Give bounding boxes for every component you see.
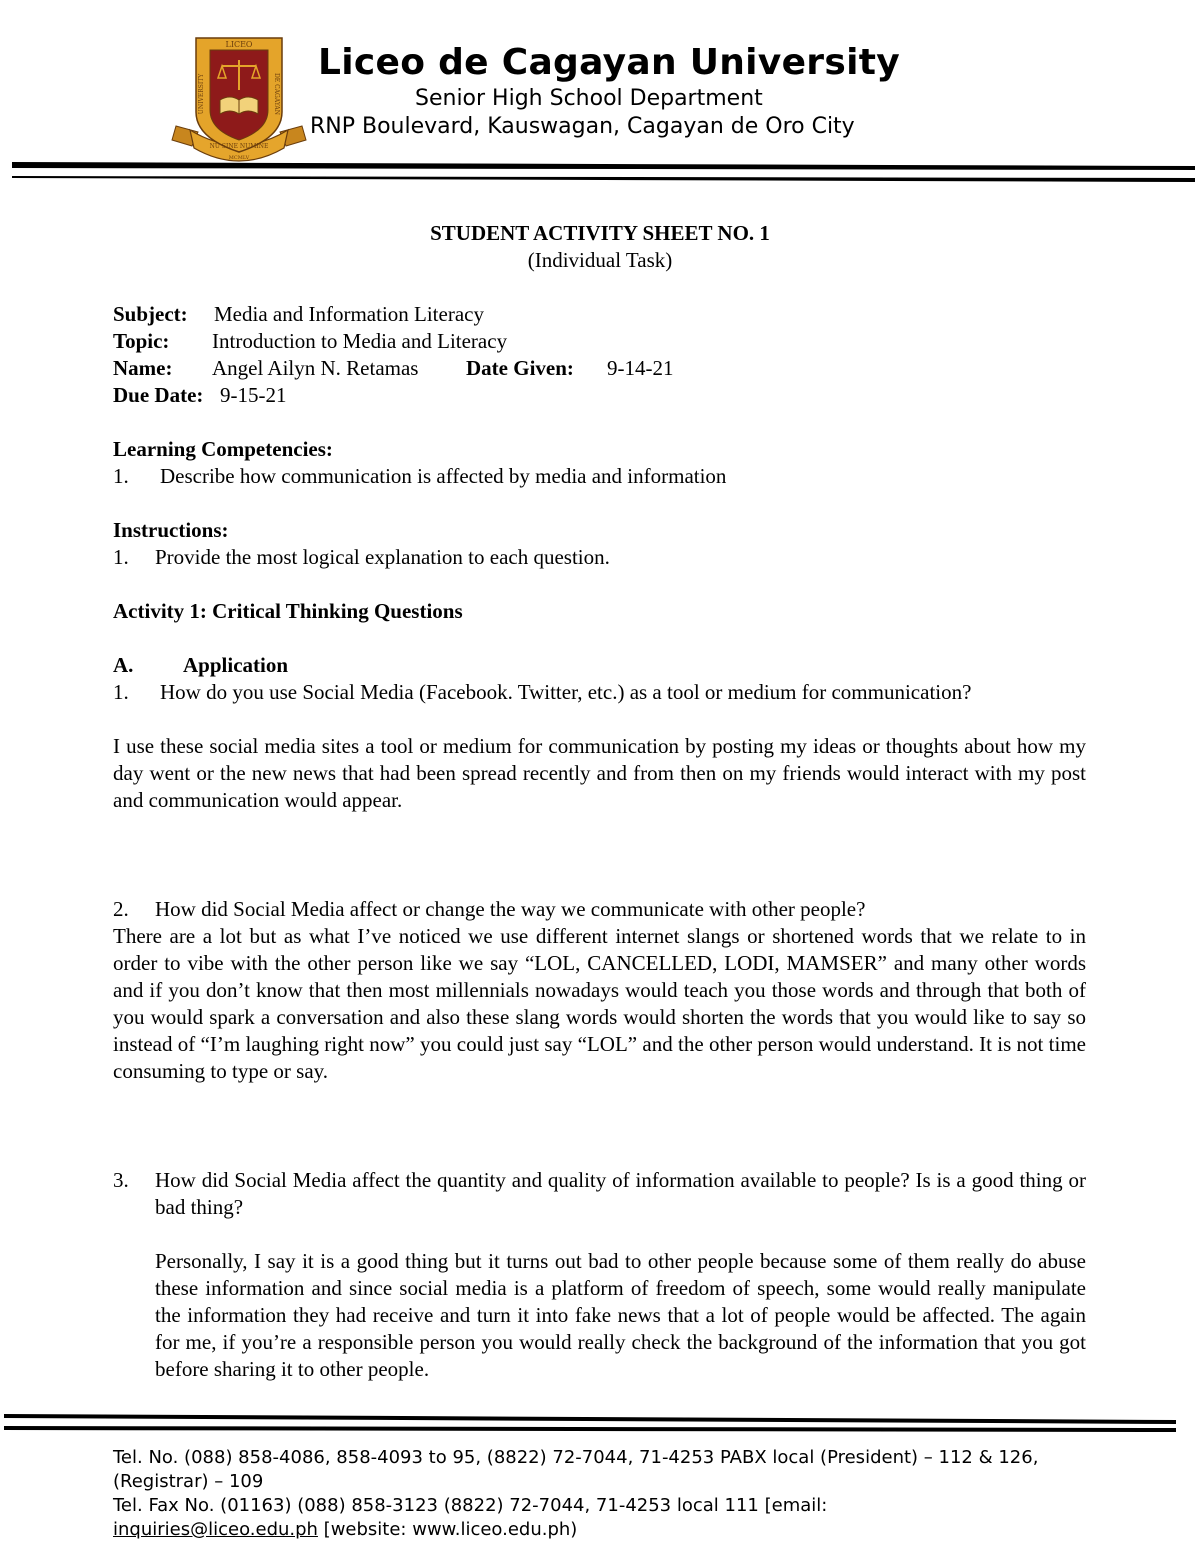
sheet-title: STUDENT ACTIVITY SHEET NO. 1 <box>430 221 770 245</box>
question-3: How did Social Media affect the quantity and quality of information available to people? Is is a good thing or bad thing? <box>155 1168 1086 1219</box>
section-title: Application <box>183 653 289 677</box>
question-2-number: 2. <box>113 897 129 921</box>
activity-heading: Activity 1: Critical Thinking Questions <box>113 599 463 623</box>
question-1: How do you use Social Media (Facebook. Twitter, etc.) as a tool or medium for communication? <box>160 680 972 704</box>
instruction-text: Provide the most logical explanation to each question. <box>155 545 610 569</box>
competencies-heading: Learning Competencies: <box>113 437 333 461</box>
footer-fax: Tel. Fax No. (01163) (088) 858-3123 (8822) 72-7044, 71-4253 local 111 [email: <box>113 1495 828 1516</box>
university-address: RNP Boulevard, Kauswagan, Cagayan de Oro City <box>310 114 855 139</box>
question-2: How did Social Media affect or change the way we communicate with other people? <box>155 897 866 921</box>
seal-text-year: MCMLV <box>228 155 250 161</box>
answer-2: There are a lot but as what I’ve noticed we use different internet slangs or shortened words that we relate to in order to vibe with the other person like we say “LOL, CANCELLED, LODI, MAMSER” and many other words and if you don’t know that then most millennials nowadays would teach you those words and through that both of you would spark a conversation and also these slang words would shorten the words that you would like to say so instead of “I’m laughing right now” you could just say “LOL” and the other person would understand. It is not time consuming to type or say. <box>113 924 1086 1083</box>
answer-3: Personally, I say it is a good thing but it turns out bad to other people because some of them really do abuse these information and since social media is a platform of freedom of speech, some would really manipulate the information they had receive and turn it into fake news that a lot of people would be affected. The again for me, if you’re a responsible person you would really check the background of the information that you got before sharing it to other people. <box>155 1249 1086 1381</box>
sheet-subtitle: (Individual Task) <box>527 248 673 272</box>
header-divider <box>0 158 1200 188</box>
question-1-number: 1. <box>113 680 129 704</box>
department-name: Senior High School Department <box>415 86 763 111</box>
footer-contact <box>113 1446 1088 1542</box>
seal-text-motto: NU SINE NUMINE <box>209 143 269 150</box>
competency-text: Describe how communication is affected by media and information <box>160 464 727 488</box>
subject-label: Subject: <box>113 302 188 326</box>
topic-label: Topic: <box>113 329 170 353</box>
footer-website: [website: www.liceo.edu.ph) <box>317 1519 578 1540</box>
footer-divider <box>0 1410 1200 1438</box>
instruction-number: 1. <box>113 545 129 569</box>
seal-text-liceo: LICEO <box>225 40 253 49</box>
date-given-label: Date Given: <box>466 356 574 380</box>
instructions-heading: Instructions: <box>113 518 229 542</box>
seal-text-de-cagayan: DE CAGAYAN <box>273 73 280 115</box>
footer-telephone: Tel. No. (088) 858-4086, 858-4093 to 95, (8822) 72-7044, 71-4253 PABX local (President) – 112 & 126, (Registrar) – 109 <box>113 1447 1039 1492</box>
topic-value: Introduction to Media and Literacy <box>212 329 508 353</box>
question-3-number: 3. <box>113 1168 129 1192</box>
footer-links <box>113 1518 1088 1542</box>
competency-number: 1. <box>113 464 129 488</box>
university-seal-logo <box>168 34 310 164</box>
footer-email-link[interactable]: inquiries@liceo.edu.ph <box>113 1519 318 1540</box>
section-letter: A. <box>113 653 134 677</box>
due-date-value: 9-15-21 <box>220 383 287 407</box>
subject-value: Media and Information Literacy <box>214 302 484 326</box>
answer-1: I use these social media sites a tool or medium for communication by posting my ideas or thoughts about how my day went or the new news that had been spread recently and from then on my friends would interact with my post and communication would appear. <box>113 734 1086 812</box>
seal-text-university: UNIVERSITY <box>198 73 205 115</box>
name-label: Name: <box>113 356 173 380</box>
due-date-label: Due Date: <box>113 383 204 407</box>
university-name: Liceo de Cagayan University <box>318 42 900 83</box>
name-value: Angel Ailyn N. Retamas <box>212 356 419 380</box>
date-given-value: 9-14-21 <box>607 356 674 380</box>
